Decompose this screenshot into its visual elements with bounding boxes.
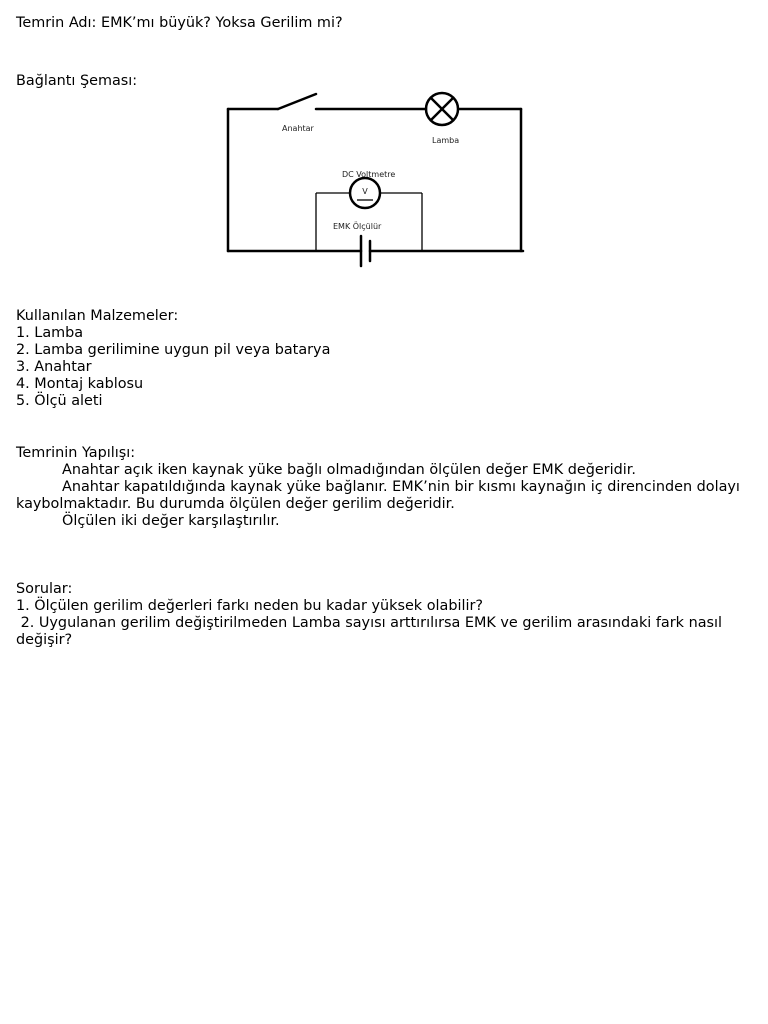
procedure-paragraph-3: Ölçülen iki değer karşılaştırılır. xyxy=(62,513,280,529)
voltmeter-label: DC Voltmetre xyxy=(342,170,396,179)
materials-item: 4. Montaj kablosu xyxy=(16,376,144,392)
materials-heading: Kullanılan Malzemeler: xyxy=(16,308,179,324)
emk-label: EMK Ölçülür xyxy=(333,222,382,231)
schema-heading: Bağlantı Şeması: xyxy=(16,73,138,89)
question-2: 2. Uygulanan gerilim değiştirilmeden Lamba sayısı arttırılırsa EMK ve gerilim arasındaki fark nasıl değişir? xyxy=(16,615,727,648)
switch-blade xyxy=(278,94,316,109)
questions-heading: Sorular: xyxy=(16,581,73,597)
switch-label: Anahtar xyxy=(282,124,314,133)
question-1: 1. Ölçülen gerilim değerleri farkı neden bu kadar yüksek olabilir? xyxy=(16,598,484,614)
procedure-paragraph-2: Anahtar kapatıldığında kaynak yüke bağlanır. EMK’nin bir kısmı kaynağın iç direncinden dolayı kaybolmaktadır. Bu durumda ölçülen değer gerilim değeridir. xyxy=(16,479,740,512)
circuit-diagram xyxy=(0,0,768,300)
page-title: Temrin Adı: EMK’mı büyük? Yoksa Gerilim mi? xyxy=(16,15,343,31)
materials-item: 1. Lamba xyxy=(16,325,84,341)
lamp-label: Lamba xyxy=(432,136,460,145)
voltmeter-letter: V xyxy=(362,187,368,196)
procedure-heading: Temrinin Yapılışı: xyxy=(16,445,136,461)
materials-item: 2. Lamba gerilimine uygun pil veya batarya xyxy=(16,342,331,358)
procedure-paragraph-1: Anahtar açık iken kaynak yüke bağlı olmadığından ölçülen değer EMK değeridir. xyxy=(62,462,636,478)
materials-item: 3. Anahtar xyxy=(16,359,92,375)
materials-item: 5. Ölçü aleti xyxy=(16,393,103,409)
